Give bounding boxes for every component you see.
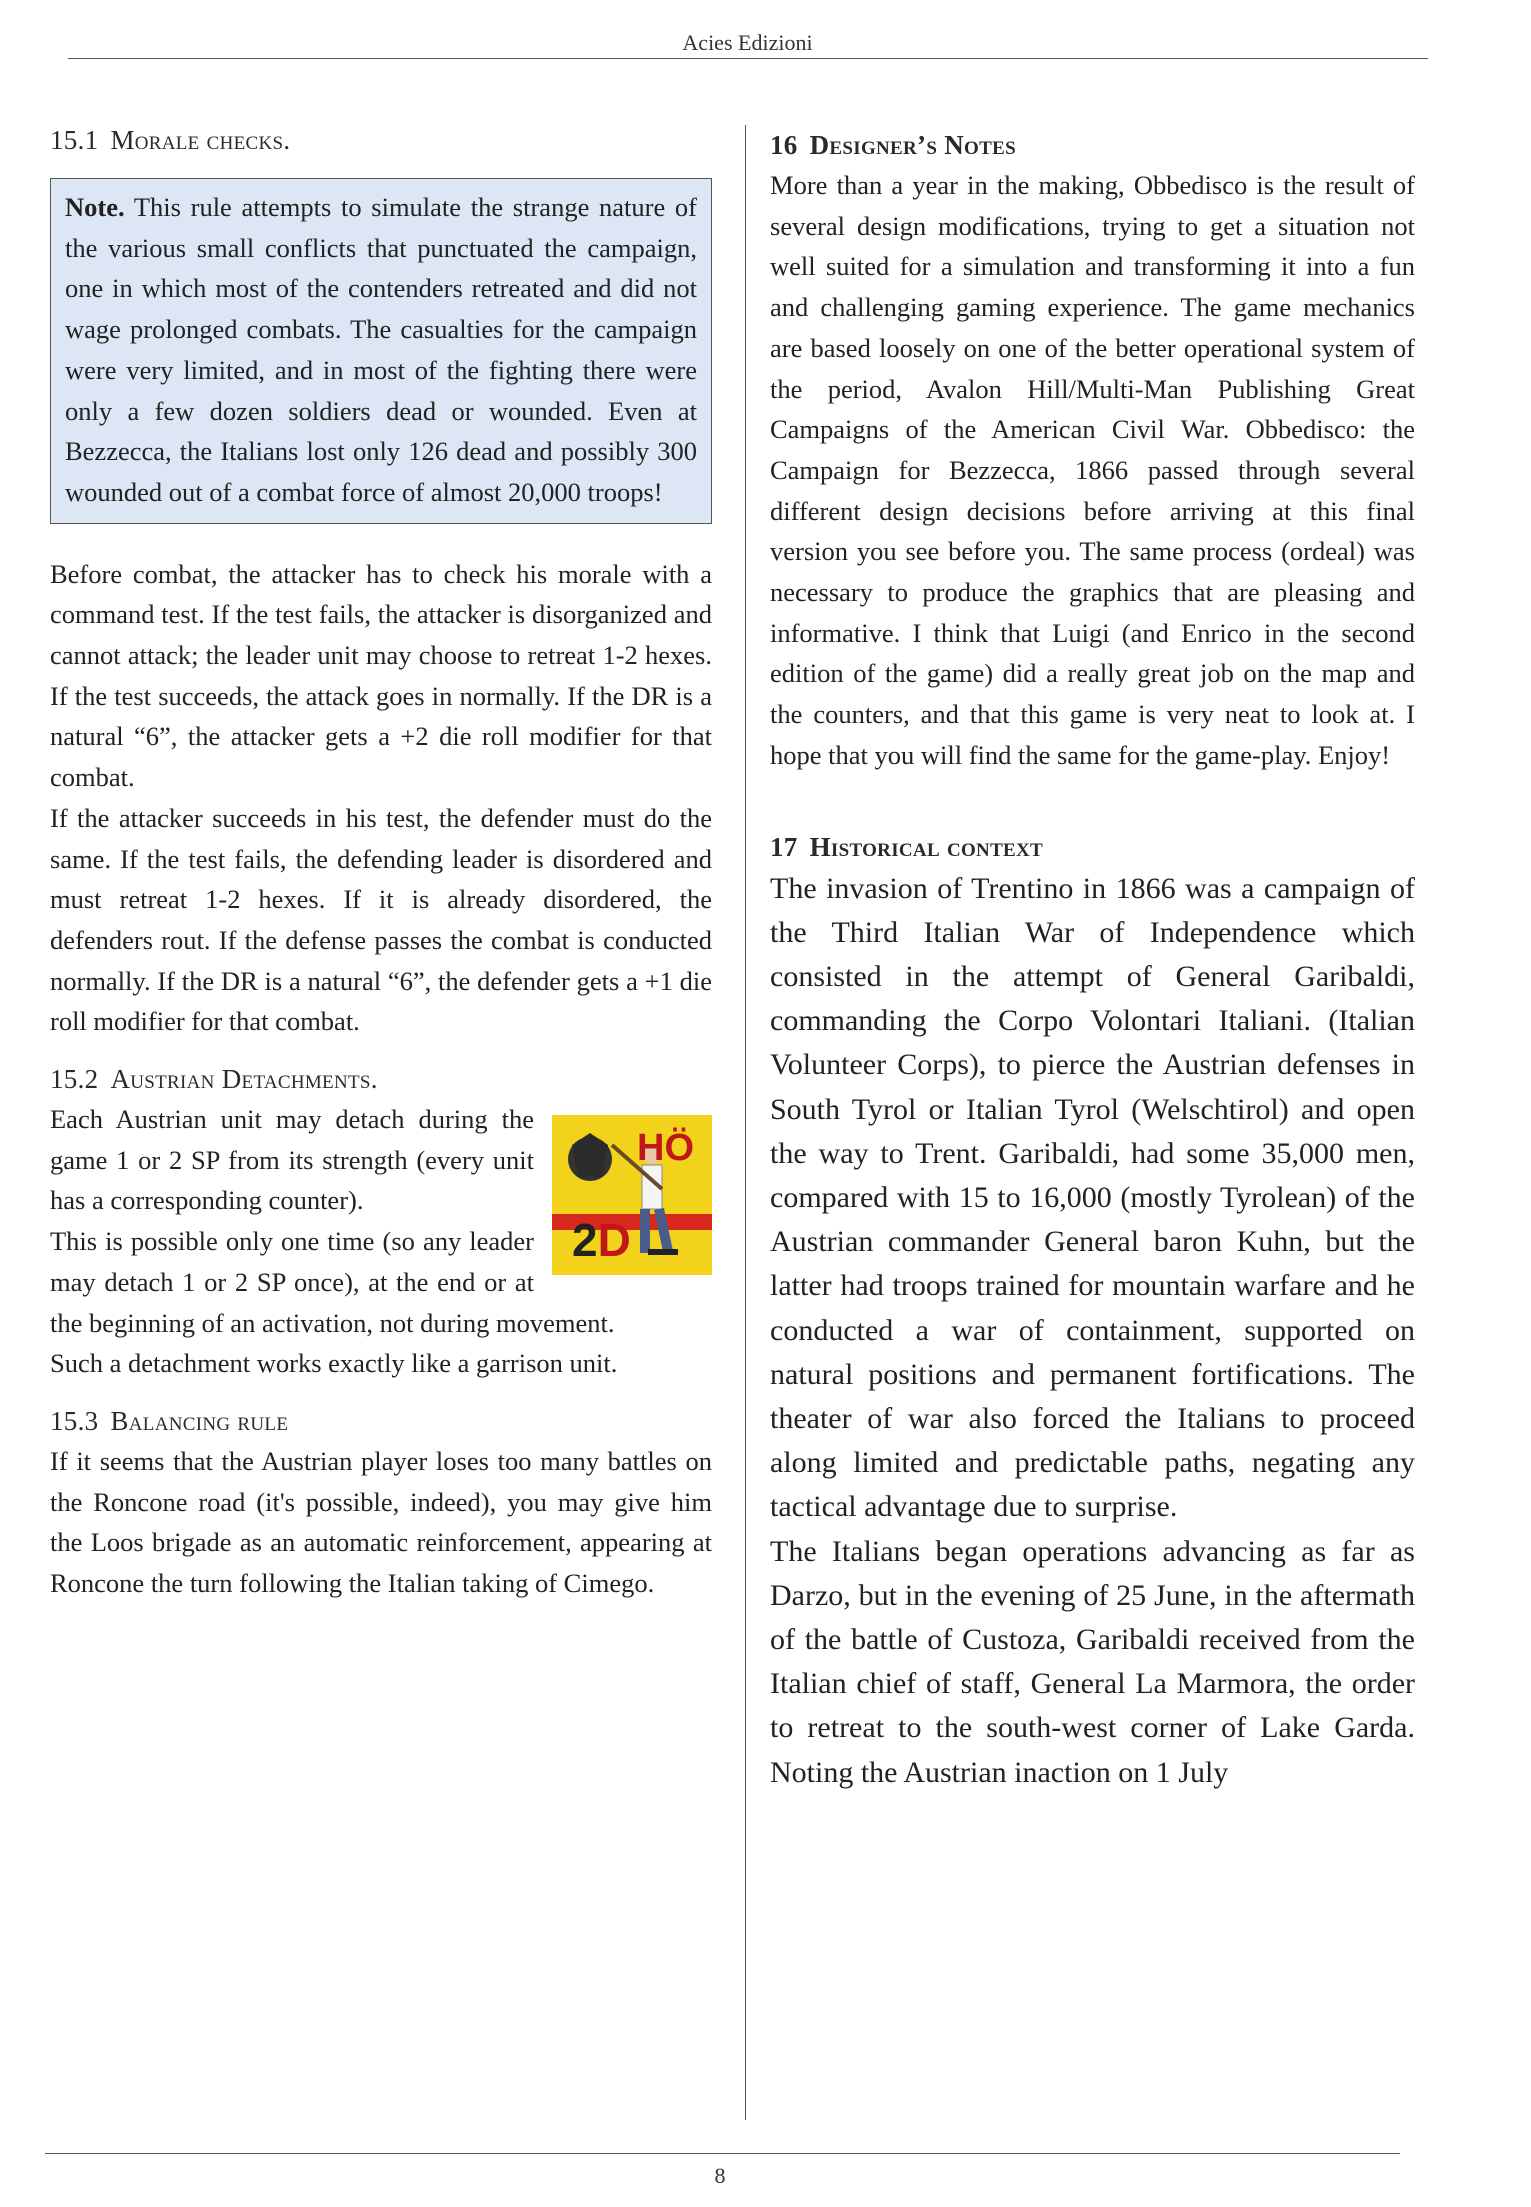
section-title: Balancing rule [110, 1405, 289, 1436]
paragraph: This is possible only one time (so any leader may detach 1 or 2 SP once), at the end or at the beginning of an activation, not during movement. [50, 1226, 615, 1338]
section-15-1-heading [50, 125, 712, 156]
note-text: This rule attempts to simulate the strange nature of the various small conflicts that punctuated the campaign, one in which most of the contenders retreated and did not wage prolonged combats. The casualties for the campaign were very limited, and in most of the fighting there were only a few dozen soldiers dead or wounded. Even at Bezzecca, the Italians lost only 126 dead and possibly 300 wounded out of a combat force of almost 20,000 troops! [65, 192, 697, 507]
counter-code [572, 1213, 631, 1267]
running-header: Acies Edizioni [682, 30, 813, 55]
note-box [50, 178, 712, 524]
section-number: 15.3 [50, 1405, 99, 1436]
counter-code-number: 2 [572, 1214, 598, 1267]
section-number: 15.1 [50, 125, 99, 155]
section-17-heading [770, 832, 1415, 863]
paragraph: Before combat, the attacker has to check his morale with a command test. If the test fails, the attacker is disorganized and cannot attack; the leader unit may choose to retreat 1-2 hexes. If the test succeeds, the attack goes in normally. If the DR is a natural “6”, the attacker gets a +2 die roll modifier for that combat. [50, 558, 712, 793]
paragraph: The invasion of Trentino in 1866 was a campaign of the Third Italian War of Independence which consisted in the attempt of General Garibaldi, commanding the Corpo Volontari Italiani. (Italian Volunteer Corps), to pierce the Austrian defenses in South Tyrol or Italian Tyrol (Welschtirol) and open the way to Trent. Garibaldi, had some 35,000 men, compared with 15 to 16,000 (mostly Tyrolean) of the Austrian commander General baron Kuhn, but the latter had troops trained for mountain warfare and he conducted a war of containment, supported on natural positions and permanent fortifications. The theater of war also forced the Italians to proceed along limited and predictable paths, negating any tactical advantage due to surprise. [770, 871, 1415, 1524]
section-title: Austrian Detachments. [110, 1064, 378, 1095]
paragraph: Such a detachment works exactly like a garrison unit. [50, 1348, 618, 1379]
note-lead: Note. [65, 192, 125, 222]
section-15-3-heading [50, 1406, 712, 1437]
header-rule [68, 58, 1428, 59]
paragraph: If the attacker succeeds in his test, the defender must do the same. If the test fails, the defending leader is disordered and must retreat 1-2 hexes. If it is already disordered, the defenders rout. If the defense passes the combat is conducted normally. If the DR is a natural “6”, the defender gets a +1 die roll modifier for that combat. [50, 802, 712, 1037]
section-title: Historical context [809, 831, 1044, 862]
paragraph: The Italians began operations advancing as far as Darzo, but in the evening of 25 June, in the aftermath of the battle of Custoza, Garibaldi received from the Italian chief of staff, General La Marmora, the order to retreat to the south-west corner of Lake Garda. Noting the Austrian inaction on 1 July [770, 1534, 1415, 1789]
left-column [50, 125, 712, 1604]
column-divider [745, 125, 746, 2120]
section-title: Designer’s Notes [809, 130, 1016, 160]
section-title: Morale checks. [110, 125, 291, 155]
section-number: 17 [770, 831, 798, 862]
section-number: 15.2 [50, 1064, 99, 1095]
page-number: 8 [714, 2163, 726, 2188]
paragraph: More than a year in the making, Obbedisco is the result of several design modifications, trying to get a situation not well suited for a simulation and transforming it into a fun and challenging gaming experience. The game mechanics are based loosely on one of the better operational system of the period, Avalon Hill/Multi-Man Publishing Great Campaigns of the American Civil War. Obbedisco: the Campaign for Bezzecca, 1866 passed through several different design decisions before arriving at this final version you see before you. The same process (ordeal) was necessary to produce the graphics that are pleasing and informative. I think that Luigi (and Enrico in the second edition of the game) did a really great job on the map and the counters, and that this game is very neat to look at. I hope that you will find the same for the game-play. Enjoy! [770, 170, 1415, 770]
section-16-heading [770, 130, 1415, 161]
paragraph: Each Austrian unit may detach during the game 1 or 2 SP from its strength (every unit has a corresponding counter). [50, 1104, 534, 1216]
section-number: 16 [770, 130, 798, 160]
footer-rule [45, 2153, 1400, 2154]
right-column [770, 130, 1415, 1795]
counter-code-letter: D [597, 1214, 631, 1267]
detachment-counter-image [552, 1115, 712, 1275]
counter-hq-label: HÖ [637, 1127, 694, 1170]
paragraph: If it seems that the Austrian player loses too many battles on the Roncone road (it's possible, indeed), you may give him the Loos brigade as an automatic reinforcement, appearing at Roncone the turn following the Italian taking of Cimego. [50, 1445, 712, 1599]
section-15-2-heading [50, 1064, 712, 1095]
